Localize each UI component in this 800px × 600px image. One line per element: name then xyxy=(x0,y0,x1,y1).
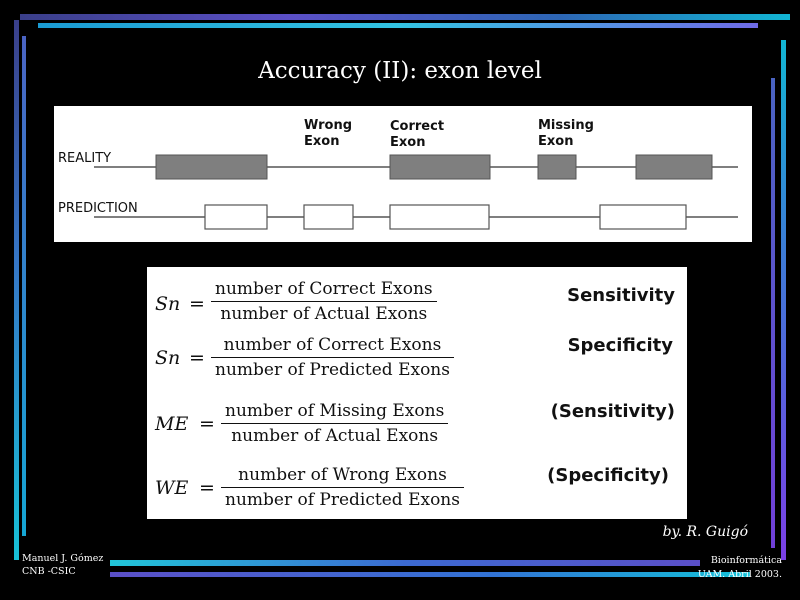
footer-left-line1: Manuel J. Gómez xyxy=(22,553,104,564)
correct-exon-label-line2: Exon xyxy=(390,135,426,150)
predicted-exon xyxy=(205,205,267,229)
real-exon xyxy=(390,155,490,179)
formula-equals: = xyxy=(189,347,205,369)
formula-measure: Sensitivity xyxy=(567,285,675,306)
formula-sensitivity xyxy=(147,277,687,333)
footer-right-line1: Bioinformática xyxy=(710,555,782,566)
formula-measure: (Sensitivity) xyxy=(550,401,675,422)
formula-numerator: number of Correct Exons xyxy=(223,335,442,355)
formula-equals: = xyxy=(189,293,205,315)
slide-title: Accuracy (II): exon level xyxy=(258,58,542,84)
formula-lhs: Sn xyxy=(155,347,181,369)
wrong-exon-label-line2: Exon xyxy=(304,134,340,149)
exon-diagram xyxy=(54,106,752,242)
wrong-exon-label-line1: Wrong xyxy=(304,118,353,133)
prediction-track-label: PREDICTION xyxy=(58,201,138,216)
formula-denominator: number of Actual Exons xyxy=(221,423,448,448)
author-credit: by. R. Guigó xyxy=(662,524,748,540)
exon-diagram-svg xyxy=(54,106,752,242)
formula-measure: (Specificity) xyxy=(547,465,669,486)
formula-denominator: number of Predicted Exons xyxy=(211,357,454,382)
formula-lhs: WE xyxy=(155,477,189,499)
right-decor-bar-inner xyxy=(771,78,775,548)
formula-fraction xyxy=(211,277,437,326)
formula-equals: = xyxy=(199,477,215,499)
formula-equals: = xyxy=(199,413,215,435)
formula-specificity xyxy=(147,333,687,389)
bottom-decor-bar-inner xyxy=(110,572,750,577)
real-exon xyxy=(156,155,267,179)
formula-missing-exons xyxy=(147,399,687,455)
formula-denominator: number of Actual Exons xyxy=(211,301,437,326)
bottom-decor-bar xyxy=(110,560,700,566)
predicted-exon xyxy=(390,205,489,229)
missing-exon-label-line1: Missing xyxy=(538,118,594,133)
formula-numerator: number of Wrong Exons xyxy=(238,465,447,485)
footer-right-line2: UAM. Abril 2003. xyxy=(697,569,782,580)
predicted-exon xyxy=(600,205,686,229)
formula-numerator: number of Correct Exons xyxy=(215,279,433,299)
footer-right xyxy=(698,554,782,582)
formula-measure: Specificity xyxy=(567,335,673,356)
reality-track-label: REALITY xyxy=(58,151,112,166)
missing-exon-label-line2: Exon xyxy=(538,134,574,149)
left-decor-bar-inner xyxy=(22,36,26,536)
real-exon xyxy=(538,155,576,179)
footer-left-line2: CNB -CSIC xyxy=(22,566,76,577)
predicted-exon xyxy=(304,205,353,229)
formula-numerator: number of Missing Exons xyxy=(225,401,445,421)
real-exon xyxy=(636,155,712,179)
formula-lhs: ME xyxy=(155,413,189,435)
formula-fraction xyxy=(221,463,464,512)
left-decor-bar xyxy=(14,20,19,560)
formula-fraction xyxy=(211,333,454,382)
formula-panel xyxy=(147,267,687,519)
top-decor-bar xyxy=(20,14,790,20)
formula-lhs: Sn xyxy=(155,293,181,315)
right-decor-bar xyxy=(781,40,786,560)
formula-wrong-exons xyxy=(147,463,687,519)
formula-denominator: number of Predicted Exons xyxy=(221,487,464,512)
footer-left xyxy=(22,552,103,578)
top-decor-bar-inner xyxy=(38,23,758,28)
correct-exon-label-line1: Correct xyxy=(390,119,445,134)
formula-fraction xyxy=(221,399,448,448)
